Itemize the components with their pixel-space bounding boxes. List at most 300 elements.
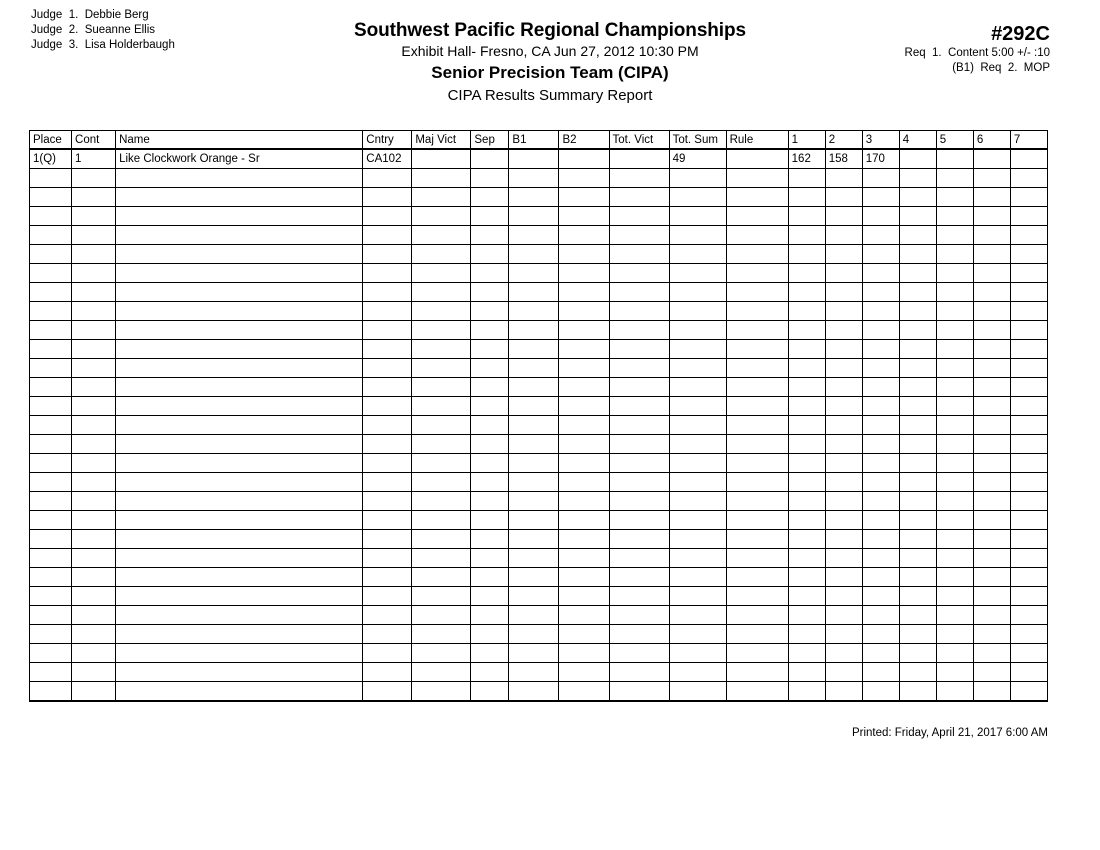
cell-empty (899, 454, 936, 473)
cell-empty (899, 302, 936, 321)
cell-empty (1010, 530, 1047, 549)
cell-empty (30, 435, 72, 454)
cell-empty (899, 416, 936, 435)
event-title: Southwest Pacific Regional Championships (354, 20, 746, 41)
cell-empty (363, 587, 412, 606)
cell-empty (412, 302, 471, 321)
cell-empty (509, 169, 559, 188)
event-number: #292C (991, 23, 1050, 45)
cell-empty (509, 682, 559, 702)
cell-empty (973, 454, 1010, 473)
cell-empty (471, 359, 509, 378)
cell-empty (936, 397, 973, 416)
cell-empty (862, 492, 899, 511)
cell-empty (609, 530, 669, 549)
cell-empty (726, 549, 788, 568)
table-row-empty[interactable] (30, 226, 1048, 245)
cell-empty (412, 454, 471, 473)
table-row-empty[interactable] (30, 169, 1048, 188)
cell-empty (899, 587, 936, 606)
table-row-empty[interactable] (30, 435, 1048, 454)
cell-empty (899, 264, 936, 283)
cell-empty (669, 226, 726, 245)
cell-empty (412, 283, 471, 302)
cell-empty (609, 435, 669, 454)
cell-empty (471, 340, 509, 359)
cell-empty (116, 454, 363, 473)
cell-empty (559, 625, 609, 644)
cell-empty (862, 511, 899, 530)
cell-empty (609, 245, 669, 264)
cell-empty (509, 226, 559, 245)
table-row-empty[interactable] (30, 473, 1048, 492)
cell-empty (471, 473, 509, 492)
table-row-empty[interactable] (30, 568, 1048, 587)
cell-empty (471, 511, 509, 530)
cell-empty (899, 245, 936, 264)
cell-empty (30, 606, 72, 625)
table-row-empty[interactable] (30, 530, 1048, 549)
cell-empty (1010, 606, 1047, 625)
column-header-judge-2: 2 (825, 131, 862, 150)
cell-empty (509, 454, 559, 473)
cell-empty (899, 321, 936, 340)
cell-empty (788, 264, 825, 283)
cell-empty (509, 568, 559, 587)
cell-empty (471, 682, 509, 702)
cell-empty (899, 188, 936, 207)
cell-empty (726, 454, 788, 473)
cell-empty (116, 549, 363, 568)
cell-empty (559, 264, 609, 283)
cell-empty (862, 663, 899, 682)
table-row-empty[interactable] (30, 359, 1048, 378)
cell-empty (363, 606, 412, 625)
cell-empty (30, 625, 72, 644)
cell-empty (973, 473, 1010, 492)
cell-empty (669, 625, 726, 644)
cell-empty (1010, 625, 1047, 644)
cell-empty (862, 378, 899, 397)
cell-empty (825, 302, 862, 321)
cell-empty (30, 245, 72, 264)
cell-empty (973, 302, 1010, 321)
cell-empty (1010, 587, 1047, 606)
results-table (29, 130, 1048, 702)
table-row-empty[interactable] (30, 340, 1048, 359)
cell-empty (1010, 188, 1047, 207)
cell-empty (1010, 245, 1047, 264)
cell-empty (825, 644, 862, 663)
table-row-empty[interactable] (30, 245, 1048, 264)
cell-empty (609, 226, 669, 245)
cell-empty (471, 321, 509, 340)
cell-empty (825, 188, 862, 207)
cell-empty (363, 625, 412, 644)
cell-empty (825, 568, 862, 587)
cell-empty (559, 283, 609, 302)
table-row-empty[interactable] (30, 644, 1048, 663)
cell-empty (116, 169, 363, 188)
cell-empty (899, 492, 936, 511)
cell-empty (116, 340, 363, 359)
cell-empty (559, 663, 609, 682)
cell-empty (973, 435, 1010, 454)
cell-empty (559, 397, 609, 416)
cell-empty (609, 302, 669, 321)
cell-maj-vict (412, 149, 471, 169)
cell-empty (788, 321, 825, 340)
cell-empty (509, 473, 559, 492)
venue-date-line: Exhibit Hall- Fresno, CA Jun 27, 2012 10:30 PM (401, 43, 699, 59)
table-row-empty[interactable] (30, 587, 1048, 606)
cell-empty (30, 340, 72, 359)
cell-empty (559, 492, 609, 511)
cell-empty (471, 625, 509, 644)
cell-empty (936, 302, 973, 321)
cell-empty (788, 435, 825, 454)
cell-empty (609, 663, 669, 682)
cell-empty (30, 644, 72, 663)
cell-empty (72, 188, 116, 207)
column-header-rule: Rule (726, 131, 788, 150)
cell-empty (825, 473, 862, 492)
cell-empty (72, 321, 116, 340)
cell-empty (936, 321, 973, 340)
cell-empty (862, 283, 899, 302)
cell-empty (412, 169, 471, 188)
cell-empty (471, 568, 509, 587)
table-row-empty[interactable] (30, 378, 1048, 397)
cell-empty (788, 625, 825, 644)
table-row-empty[interactable] (30, 283, 1048, 302)
cell-empty (899, 207, 936, 226)
table-row-empty[interactable] (30, 416, 1048, 435)
cell-empty (509, 530, 559, 549)
cell-empty (1010, 207, 1047, 226)
cell-empty (72, 340, 116, 359)
table-row-empty[interactable] (30, 397, 1048, 416)
cell-empty (726, 587, 788, 606)
cell-empty (726, 606, 788, 625)
cell-empty (669, 663, 726, 682)
cell-empty (471, 435, 509, 454)
cell-empty (559, 359, 609, 378)
cell-empty (899, 378, 936, 397)
cell-empty (825, 530, 862, 549)
cell-empty (72, 644, 116, 663)
cell-empty (559, 302, 609, 321)
cell-empty (412, 359, 471, 378)
column-header-maj-vict: Maj Vict (412, 131, 471, 150)
cell-empty (509, 416, 559, 435)
cell-empty (471, 663, 509, 682)
cell-empty (825, 454, 862, 473)
cell-empty (116, 321, 363, 340)
cell-empty (116, 359, 363, 378)
cell-b1 (509, 149, 559, 169)
cell-empty (973, 587, 1010, 606)
table-row[interactable] (30, 149, 1048, 169)
cell-empty (30, 321, 72, 340)
cell-empty (72, 245, 116, 264)
cell-empty (609, 606, 669, 625)
cell-empty (609, 416, 669, 435)
cell-empty (862, 397, 899, 416)
cell-empty (509, 207, 559, 226)
cell-empty (899, 359, 936, 378)
cell-judge-6 (973, 149, 1010, 169)
cell-empty (899, 169, 936, 188)
cell-empty (116, 625, 363, 644)
cell-empty (862, 530, 899, 549)
cell-empty (559, 321, 609, 340)
cell-cont: 1 (72, 149, 116, 169)
judge-line: Judge 1. Debbie Berg (31, 9, 149, 21)
column-header-judge-6: 6 (973, 131, 1010, 150)
cell-empty (471, 188, 509, 207)
cell-empty (30, 416, 72, 435)
table-row-empty[interactable] (30, 188, 1048, 207)
cell-empty (412, 397, 471, 416)
cell-empty (412, 682, 471, 702)
cell-empty (116, 378, 363, 397)
cell-empty (936, 340, 973, 359)
cell-empty (471, 397, 509, 416)
table-row-empty[interactable] (30, 207, 1048, 226)
cell-empty (509, 340, 559, 359)
report-header (270, 20, 830, 107)
cell-empty (412, 264, 471, 283)
cell-empty (412, 549, 471, 568)
cell-empty (1010, 682, 1047, 702)
cell-empty (936, 587, 973, 606)
cell-empty (412, 625, 471, 644)
cell-empty (1010, 226, 1047, 245)
column-header-judge-3: 3 (862, 131, 899, 150)
cell-empty (825, 435, 862, 454)
cell-empty (72, 207, 116, 226)
cell-empty (1010, 663, 1047, 682)
cell-empty (609, 207, 669, 226)
table-row-empty[interactable] (30, 606, 1048, 625)
cell-empty (862, 454, 899, 473)
cell-empty (363, 397, 412, 416)
cell-empty (609, 264, 669, 283)
cell-empty (30, 549, 72, 568)
cell-empty (1010, 644, 1047, 663)
cell-empty (862, 435, 899, 454)
cell-empty (412, 188, 471, 207)
cell-empty (509, 264, 559, 283)
cell-empty (363, 549, 412, 568)
cell-empty (669, 568, 726, 587)
cell-empty (899, 549, 936, 568)
cell-empty (669, 188, 726, 207)
cell-judge-3: 170 (862, 149, 899, 169)
cell-empty (72, 606, 116, 625)
cell-empty (412, 530, 471, 549)
requirements-panel (905, 22, 1050, 76)
cell-empty (72, 663, 116, 682)
cell-empty (669, 549, 726, 568)
cell-empty (363, 340, 412, 359)
cell-empty (412, 416, 471, 435)
cell-empty (363, 321, 412, 340)
cell-empty (363, 264, 412, 283)
cell-empty (559, 568, 609, 587)
cell-empty (471, 549, 509, 568)
cell-empty (471, 416, 509, 435)
cell-empty (559, 511, 609, 530)
cell-empty (72, 568, 116, 587)
cell-empty (412, 321, 471, 340)
cell-empty (363, 245, 412, 264)
cell-empty (471, 644, 509, 663)
cell-empty (609, 644, 669, 663)
cell-empty (509, 397, 559, 416)
table-row-empty[interactable] (30, 264, 1048, 283)
cell-empty (72, 511, 116, 530)
cell-empty (862, 188, 899, 207)
cell-empty (669, 454, 726, 473)
cell-empty (726, 644, 788, 663)
cell-empty (726, 568, 788, 587)
cell-empty (726, 416, 788, 435)
cell-empty (30, 302, 72, 321)
cell-empty (669, 644, 726, 663)
table-row-empty[interactable] (30, 625, 1048, 644)
table-row-empty[interactable] (30, 454, 1048, 473)
cell-empty (116, 302, 363, 321)
cell-empty (669, 264, 726, 283)
cell-judge-5 (936, 149, 973, 169)
cell-empty (825, 663, 862, 682)
cell-empty (116, 587, 363, 606)
cell-empty (973, 207, 1010, 226)
judges-panel (31, 8, 175, 53)
cell-empty (726, 435, 788, 454)
cell-empty (559, 435, 609, 454)
cell-empty (726, 511, 788, 530)
cell-empty (669, 511, 726, 530)
column-header-cont: Cont (72, 131, 116, 150)
cell-empty (788, 169, 825, 188)
cell-empty (30, 207, 72, 226)
cell-empty (973, 226, 1010, 245)
cell-empty (116, 568, 363, 587)
requirement-line: (B1) Req 2. MOP (952, 62, 1050, 74)
cell-empty (973, 549, 1010, 568)
judge-line: Judge 3. Lisa Holderbaugh (31, 39, 175, 51)
cell-empty (471, 492, 509, 511)
cell-empty (726, 283, 788, 302)
cell-empty (936, 682, 973, 702)
cell-empty (726, 207, 788, 226)
table-row-empty[interactable] (30, 321, 1048, 340)
cell-empty (899, 682, 936, 702)
cell-empty (862, 245, 899, 264)
cell-empty (862, 169, 899, 188)
cell-empty (471, 245, 509, 264)
cell-empty (1010, 454, 1047, 473)
cell-empty (862, 416, 899, 435)
cell-empty (788, 549, 825, 568)
cell-empty (116, 511, 363, 530)
column-header-judge-4: 4 (899, 131, 936, 150)
table-row-empty[interactable] (30, 492, 1048, 511)
cell-empty (669, 321, 726, 340)
cell-empty (412, 226, 471, 245)
cell-empty (509, 587, 559, 606)
cell-empty (973, 511, 1010, 530)
cell-empty (973, 340, 1010, 359)
table-row-empty[interactable] (30, 302, 1048, 321)
table-row-empty[interactable] (30, 511, 1048, 530)
cell-empty (412, 644, 471, 663)
cell-empty (363, 454, 412, 473)
table-row-empty[interactable] (30, 663, 1048, 682)
table-body (30, 149, 1048, 701)
cell-empty (30, 568, 72, 587)
cell-empty (72, 435, 116, 454)
cell-empty (862, 473, 899, 492)
cell-empty (726, 492, 788, 511)
cell-empty (363, 188, 412, 207)
cell-empty (726, 302, 788, 321)
cell-empty (1010, 511, 1047, 530)
cell-empty (30, 283, 72, 302)
report-subtitle: CIPA Results Summary Report (447, 87, 653, 104)
table-row-empty[interactable] (30, 682, 1048, 702)
cell-empty (973, 682, 1010, 702)
cell-empty (825, 359, 862, 378)
cell-empty (899, 644, 936, 663)
cell-empty (72, 302, 116, 321)
cell-empty (412, 568, 471, 587)
cell-empty (825, 321, 862, 340)
cell-empty (825, 245, 862, 264)
cell-empty (726, 340, 788, 359)
cell-empty (899, 568, 936, 587)
cell-empty (116, 606, 363, 625)
cell-empty (973, 264, 1010, 283)
cell-empty (973, 625, 1010, 644)
cell-empty (899, 663, 936, 682)
cell-empty (1010, 169, 1047, 188)
cell-empty (899, 397, 936, 416)
cell-empty (72, 283, 116, 302)
cell-empty (899, 283, 936, 302)
table-row-empty[interactable] (30, 549, 1048, 568)
cell-empty (559, 530, 609, 549)
cell-empty (72, 378, 116, 397)
cell-empty (116, 207, 363, 226)
cell-empty (609, 378, 669, 397)
cell-empty (363, 302, 412, 321)
cell-empty (825, 416, 862, 435)
print-timestamp: Printed: Friday, April 21, 2017 6:00 AM (851, 727, 1048, 739)
cell-empty (899, 473, 936, 492)
cell-empty (72, 416, 116, 435)
cell-empty (788, 682, 825, 702)
cell-empty (30, 530, 72, 549)
cell-empty (936, 625, 973, 644)
cell-empty (973, 530, 1010, 549)
cell-empty (363, 207, 412, 226)
cell-empty (509, 625, 559, 644)
cell-empty (609, 587, 669, 606)
